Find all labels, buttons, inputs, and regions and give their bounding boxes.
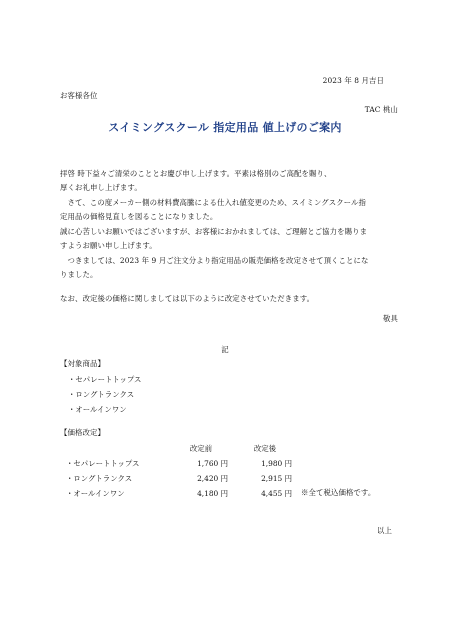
body-line: すようお願い申し上げます。 bbox=[60, 241, 157, 250]
keigu: 敬具 bbox=[383, 314, 398, 323]
body-line: 定用品の価格見直しを図ることになりました。 bbox=[60, 212, 218, 221]
list-item: ・ロングトランクス bbox=[68, 390, 135, 399]
recipient: お客様各位 bbox=[60, 91, 98, 100]
header-before: 改定前 bbox=[189, 444, 213, 453]
target-list bbox=[68, 372, 141, 417]
table-row bbox=[60, 471, 292, 486]
price-after: 1,980 円 bbox=[261, 459, 292, 468]
body-line: 厚くお礼申し上げます。 bbox=[60, 183, 142, 192]
header-blank bbox=[60, 441, 164, 456]
body-line: 誠に心苦しいお願いではございますが、お客様におかれましては、ご理解とご協力を賜りま bbox=[60, 227, 368, 236]
price-before: 4,180 円 bbox=[197, 489, 228, 498]
document-date: 2023 年 8 月吉日 bbox=[322, 76, 384, 85]
target-heading: 【対象商品】 bbox=[60, 359, 105, 368]
sender: TAC 桃山 bbox=[364, 105, 398, 114]
ki-heading: 記 bbox=[221, 345, 229, 354]
body-line: さて、この度メーカー側の材料費高騰による仕入れ値変更のため、スイミングスクール指 bbox=[60, 198, 367, 207]
table-row bbox=[60, 456, 292, 471]
price-after: 2,915 円 bbox=[261, 474, 292, 483]
table-header-row bbox=[60, 441, 292, 456]
closing-note: なお、改定後の価格に関しましては以下のように改定させていただきます。 bbox=[60, 294, 315, 303]
price-after: 4,455 円 bbox=[261, 489, 292, 498]
tax-note: ※全て税込価格です。 bbox=[301, 488, 376, 497]
ijou: 以上 bbox=[377, 526, 392, 535]
body-line: 拝啓 時下益々ご清栄のこととお慶び申し上げます。平素は格別のご高配を賜り、 bbox=[60, 169, 332, 178]
price-before: 1,760 円 bbox=[197, 459, 228, 468]
table-row bbox=[60, 486, 292, 501]
price-table bbox=[60, 441, 292, 501]
price-heading: 【価格改定】 bbox=[60, 428, 105, 437]
header-after: 改定後 bbox=[253, 444, 277, 453]
price-before: 2,420 円 bbox=[197, 474, 228, 483]
item-name: ・セパレートトップス bbox=[66, 459, 140, 468]
item-name: ・ロングトランクス bbox=[66, 474, 133, 483]
list-item: ・オールインワン bbox=[68, 405, 127, 414]
document-title: スイミングスクール 指定用品 値上げのご案内 bbox=[108, 121, 342, 134]
body-line: りました。 bbox=[60, 270, 98, 279]
list-item: ・セパレートトップス bbox=[68, 375, 142, 384]
body-line: つきましては、2023 年 9 月ご注文分より指定用品の販売価格を改定させて頂くことにな bbox=[60, 256, 369, 265]
item-name: ・オールインワン bbox=[66, 489, 125, 498]
